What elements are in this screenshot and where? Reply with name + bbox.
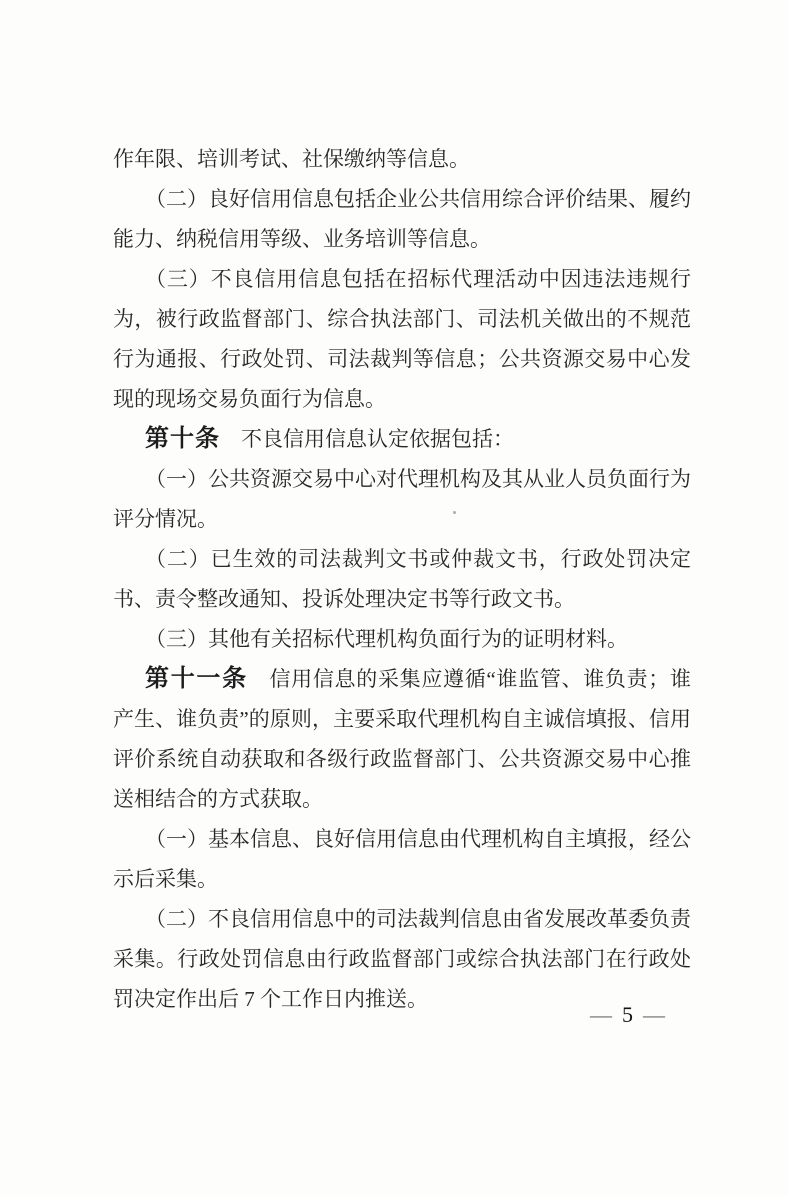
document-body [113, 139, 691, 1019]
page-number-dash-right: — [643, 1002, 665, 1027]
article-number-heading: 第十条 [145, 425, 220, 452]
paragraph-text: （一）公共资源交易中心对代理机构及其从业人员负面行为评分情况。 [113, 467, 691, 531]
article-paragraph [113, 419, 691, 459]
body-paragraph [113, 619, 691, 659]
body-paragraph [113, 539, 691, 619]
scan-artifact-dot [453, 511, 456, 514]
paragraph-text: （二）不良信用信息中的司法裁判信息由省发展改革委负责采集。行政处罚信息由行政监督部门或综合执法部门在行政处罚决定作出后 7 个工作日内推送。 [113, 907, 691, 1011]
paragraph-text: （二）已生效的司法裁判文书或仲裁文书，行政处罚决定书、责令整改通知、投诉处理决定书等行政文书。 [113, 547, 691, 611]
paragraph-text: 不良信用信息认定依据包括： [220, 427, 514, 451]
paragraph-text: （一）基本信息、良好信用信息由代理机构自主填报，经公示后采集。 [113, 827, 691, 891]
body-paragraph [113, 139, 691, 179]
page-number-dash-left: — [590, 1002, 612, 1027]
paragraph-text: （二）良好信用信息包括企业公共信用综合评价结果、履约能力、纳税信用等级、业务培训等信息。 [113, 187, 691, 251]
article-paragraph [113, 659, 691, 819]
paragraph-text: （三）不良信用信息包括在招标代理活动中因违法违规行为，被行政监督部门、综合执法部门、司法机关做出的不规范行为通报、行政处罚、司法裁判等信息；公共资源交易中心发现的现场交易负面行为信息。 [113, 267, 691, 411]
page-number-value: 5 [622, 1002, 633, 1027]
body-paragraph [113, 819, 691, 899]
body-paragraph [113, 459, 691, 539]
paragraph-text: 作年限、培训考试、社保缴纳等信息。 [113, 147, 470, 171]
body-paragraph [113, 179, 691, 259]
article-number-heading: 第十一条 [145, 665, 248, 692]
page-number [590, 1000, 665, 1030]
paragraph-text: （三）其他有关招标代理机构负面行为的证明材料。 [145, 627, 628, 651]
body-paragraph [113, 259, 691, 419]
paragraph-text: 信用信息的采集应遵循“谁监管、谁负责；谁产生、谁负责”的原则，主要采取代理机构自主诚信填报、信用评价系统自动获取和各级行政监督部门、公共资源交易中心推送相结合的方式获取。 [113, 667, 691, 811]
